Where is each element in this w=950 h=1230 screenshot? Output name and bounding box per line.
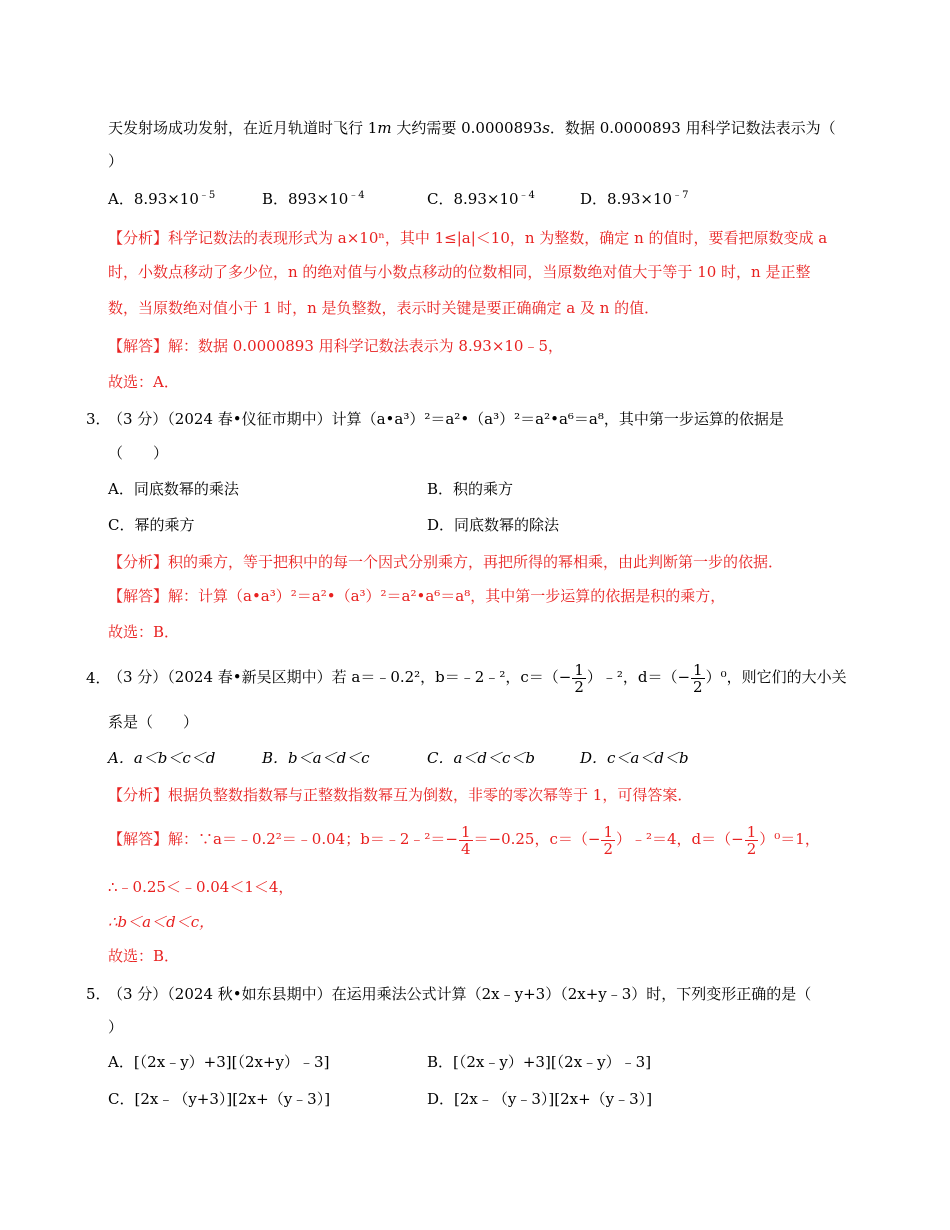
q4-answer: 【解答】解：∵a＝﹣0.2²＝﹣0.04；b＝﹣2﹣²＝− $\frac{1}{4}$ ＝−0.25，c＝（− $\frac{1}{2}$ ）﹣²＝4，d＝（− $\frac{1}{2}$ ）⁰＝1， — [108, 822, 820, 858]
q3-option-a: A．同底数幂的乘法 — [108, 480, 239, 498]
q4-option-d: D．c＜a＜d＜b — [580, 749, 689, 767]
q3-analysis: 【分析】积的乘方，等于把积中的每一个因式分别乘方，再把所得的幂相乘，由此判断第一步的依据． — [108, 553, 784, 571]
q4-option-b: B．b＜a＜d＜c — [262, 749, 370, 767]
q2-option-a: A．$8.93\times 10^{﹣5}$ — [108, 190, 216, 208]
q4-answer-fraction-c: $\frac{1}{2}$ — [603, 822, 613, 858]
q4-therefore-1: ∴﹣0.25＜﹣0.04＜1＜4， — [108, 878, 294, 896]
q2-analysis-line2: 时，小数点移动了多少位，n 的绝对值与小数点移动的位数相同，当原数绝对值大于等于 10 时，n 是正整 — [108, 263, 811, 281]
q2-option-d: D．$8.93\times 10^{﹣7}$ — [580, 190, 689, 208]
q3-choice: 故选：B． — [108, 623, 180, 641]
q3-option-b: B．积的乘方 — [427, 480, 514, 498]
q2-option-c: C．$8.93\times 10^{﹣4}$ — [427, 190, 535, 208]
q4-therefore-2: ∴b＜a＜d＜c， — [108, 913, 215, 931]
q5-option-b: B．[（2x﹣y）+3][（2x﹣y）﹣3] — [427, 1053, 652, 1071]
q4-number: 4． — [86, 669, 111, 687]
q4-stem-line1: （3 分）（2024 春•新吴区期中）若 a＝﹣0.2²，b＝﹣2﹣²，c＝（− $\frac{1}{2}$ ）﹣²，d＝（− $\frac{1}{2}$ ）⁰，则它们的大小关 — [108, 660, 847, 696]
q2-choice: 故选：A． — [108, 373, 179, 391]
q4-analysis: 【分析】根据负整数指数幂与正整数指数幂互为倒数，非零的零次幂等于 1，可得答案． — [108, 786, 693, 804]
q5-option-a: A．[（2x﹣y）+3][（2x+y）﹣3] — [108, 1053, 330, 1071]
q2-analysis-line1: 【分析】科学记数法的表现形式为 a×10ⁿ，其中 1≤|a|＜10，n 为整数，确定 n 的值时，要看把原数变成 a — [108, 229, 828, 247]
q4-choice: 故选：B． — [108, 947, 180, 965]
q5-option-d: D．[2x﹣（y﹣3）][2x+（y﹣3）] — [427, 1090, 653, 1108]
q3-answer: 【解答】解：计算（a•a³）²＝a²•（a³）²＝a²•a⁶＝a⁸，其中第一步运算的依据是积的乘方， — [108, 587, 726, 605]
q3-option-c: C．幂的乘方 — [108, 516, 195, 534]
q5-stem-line1: （3 分）（2024 秋•如东县期中）在运用乘法公式计算（2x﹣y+3）（2x+y﹣3）时，下列变形正确的是（ — [108, 985, 812, 1003]
q3-stem-line1: （3 分）（2024 春•仪征市期中）计算（a•a³）²＝a²•（a³）²＝a²•a⁶＝a⁸，其中第一步运算的依据是 — [108, 410, 784, 428]
q2-analysis-line3: 数，当原数绝对值小于 1 时，n 是负整数，表示时关键是要正确确定 a 及 n 的值． — [108, 299, 660, 317]
q3-number: 3． — [86, 410, 111, 428]
q4-option-c: C．a＜d＜c＜b — [427, 749, 536, 767]
q5-option-c: C．[2x﹣（y+3）][2x+（y﹣3）] — [108, 1090, 331, 1108]
q2-answer: 【解答】解：数据 0.0000893 用科学记数法表示为 8.93×10﹣5， — [108, 337, 564, 355]
q2-option-b: B．$893\times 10^{﹣4}$ — [262, 190, 365, 208]
q5-stem-line2: ） — [108, 1018, 124, 1036]
q3-option-d: D．同底数幂的除法 — [427, 516, 560, 534]
q4-fraction-c: $\frac{1}{2}$ — [574, 660, 584, 696]
q4-fraction-d: $\frac{1}{2}$ — [693, 660, 703, 696]
q5-number: 5． — [86, 985, 111, 1003]
q3-stem-line2: （ ） — [108, 444, 169, 462]
q4-option-a: A．a＜b＜c＜d — [108, 749, 216, 767]
q2-stem-line1: 天发射场成功发射，在近月轨道时飞行 1m 大约需要 0.0000893s．数据 0.0000893 用科学记数法表示为（ — [108, 119, 836, 137]
q4-answer-fraction-b: $\frac{1}{4}$ — [460, 822, 471, 858]
q4-stem-line2: 系是（ ） — [108, 713, 199, 731]
q4-answer-fraction-d: $\frac{1}{2}$ — [746, 822, 757, 858]
q2-stem-line2: ） — [108, 152, 124, 170]
